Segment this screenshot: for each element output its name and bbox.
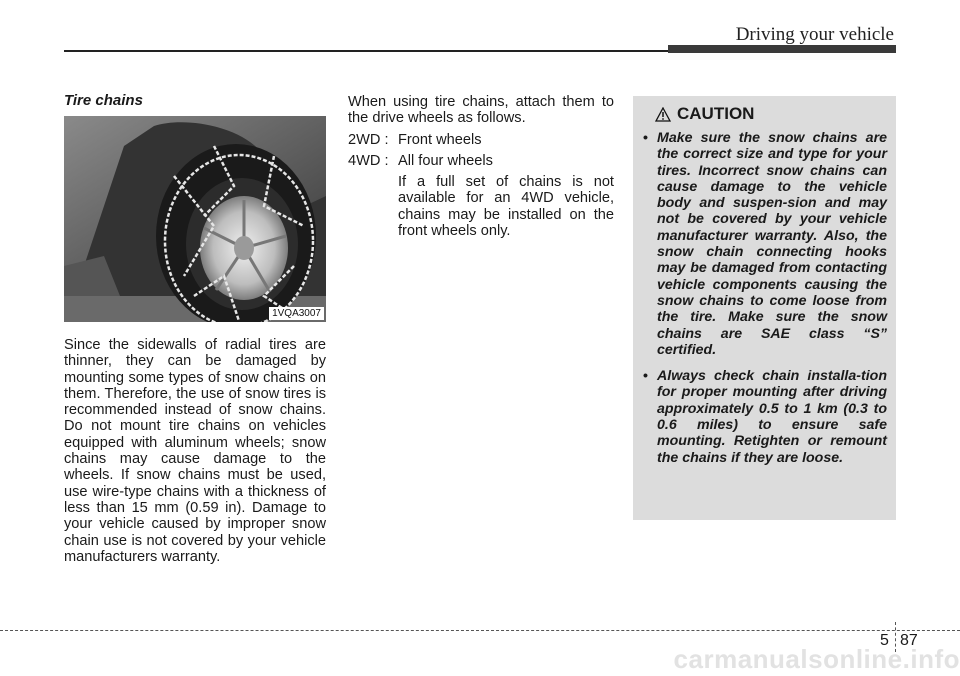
drive-row-2wd (348, 132, 614, 148)
tire-chains-body: Since the sidewalls of radial tires are thinner, they can be damaged by mounting some types of snow chains on them. Therefore, the use of snow tires is recommended instead of snow chains. Do not mount tire chains on vehicles equipped with aluminum wheels; snow chains may cause damage to the wheels. If snow chains must be used, use wire-type chains with a thickness of less than 15 mm (0.59 in). Damage to your vehicle caused by improper snow chain use is not covered by your vehicle manufacturers warranty. (64, 337, 326, 565)
drive-key: 2WD : (348, 131, 389, 148)
drive-intro: When using tire chains, attach them to the drive wheels as follows. (348, 94, 614, 127)
drive-row-4wd (348, 153, 614, 169)
caution-list (643, 130, 887, 476)
drive-key: 4WD : (348, 152, 389, 169)
tire-chain-illustration (64, 116, 326, 322)
drive-wheels-section (348, 94, 614, 239)
watermark: carmanualsonline.info (673, 644, 960, 674)
caution-header (655, 104, 754, 124)
chapter-number: 5 (880, 632, 889, 649)
warning-triangle-icon (655, 107, 671, 122)
figure-code: 1VQA3007 (269, 307, 324, 320)
tire-chains-section (64, 92, 326, 565)
drive-note: If a full set of chains is not available for an 4WD vehicle, chains may be installed on the front wheels only. (398, 174, 614, 240)
caution-item: • Make sure the snow chains are the correct size and type for your tires. Incorrect snow chains can cause damage to the vehicle body and suspen-sion and may not be covered by your vehicle manufacturer warranty. Also, the snow chain connecting hooks may be damaged from contacting vehicle components causing the snow chains to come loose from the tire. Make sure the snow chains are SAE class “S” certified. (643, 130, 887, 358)
header-bar (668, 45, 896, 53)
page-number: 87 (900, 632, 918, 649)
tire-chain-photo (64, 116, 326, 322)
caution-title: CAUTION (677, 104, 755, 123)
section-title: Tire chains (64, 92, 143, 109)
header-title: Driving your vehicle (735, 24, 894, 45)
footer-rule (0, 630, 960, 631)
drive-value: Front wheels (398, 131, 482, 148)
caution-box (633, 96, 896, 520)
header-rule (64, 50, 668, 52)
drive-value: All four wheels (398, 152, 493, 169)
caution-item: • Always check chain installa-tion for proper mounting after driving approximately 0.5 to 1 km (0.3 to 0.6 miles) to ensure safe mounting. Retighten or remount the chains if they are loose. (643, 368, 887, 466)
